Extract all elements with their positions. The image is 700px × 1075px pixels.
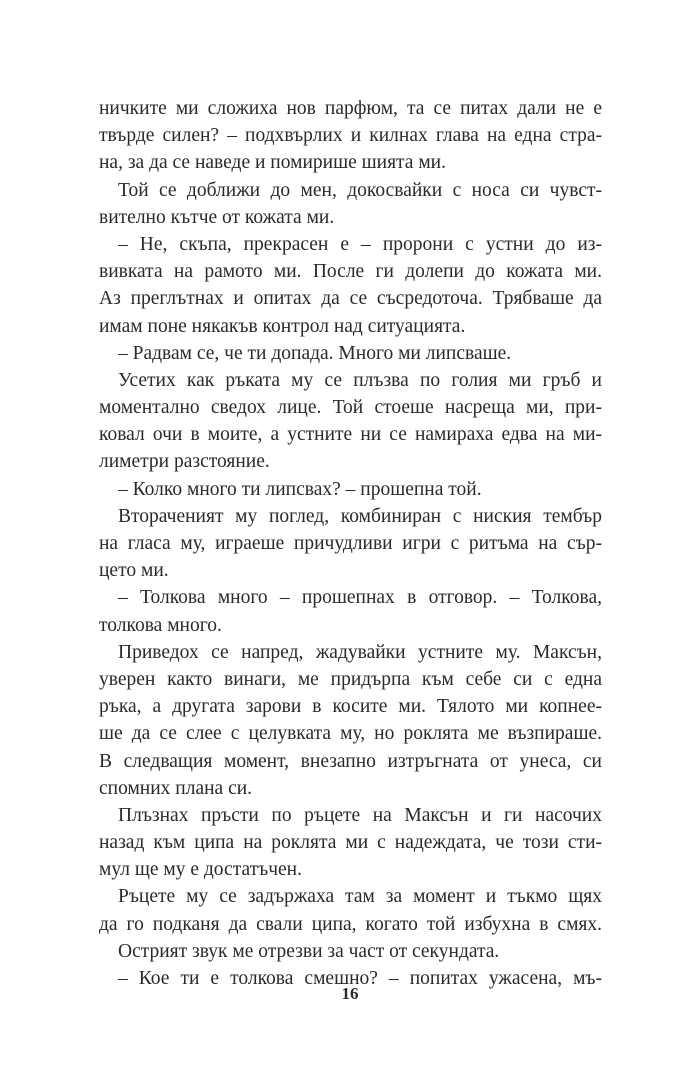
- text-line: Острият звук ме отрезви за част от секундата.: [118, 940, 500, 962]
- text-line: Плъзнах пръсти по ръцете на Максън и ги насочих: [118, 804, 602, 826]
- text-line: вително кътче от кожата ми.: [99, 206, 335, 228]
- text-line: – Радвам се, че ти допада. Много ми липсваше.: [118, 342, 512, 364]
- text-line: ковал очи в моите, а устните ни се намираха едва на ми-: [99, 424, 602, 446]
- text-line: Аз преглътнах и опитах да се съсредоточа. Трябваше да: [99, 288, 602, 310]
- text-line: ничките ми сложиха нов парфюм, та се питах дали не е: [99, 98, 602, 119]
- text-line: – Толкова много – прошепнах в отговор. – Толкова,: [118, 587, 602, 609]
- text-line: лиметри разстояние.: [99, 451, 270, 473]
- text-line: мул ще му е достатъчен.: [99, 859, 302, 881]
- text-line: Приведох се напред, жадувайки устните му. Максън,: [118, 641, 602, 663]
- text-line: имам поне някакъв контрол над ситуацията.: [99, 315, 466, 337]
- text-line: на гласа му, играеше причудливи игри с ритъма на сър-: [99, 533, 602, 554]
- text-line: толкова много.: [99, 614, 222, 636]
- text-line: цето ми.: [99, 560, 169, 582]
- text-line: – Не, скъпа, прекрасен е – пророни с устни до из-: [118, 233, 602, 255]
- text-line: вивката на рамото ми. После ги долепи до кожата ми.: [99, 261, 602, 283]
- text-line: да го подканя да свали ципа, когато той избухна в смях.: [99, 913, 602, 935]
- page-text-block: [99, 95, 602, 992]
- text-line: В следващия момент, внезапно изтръгната от унеса, си: [99, 750, 602, 772]
- page-number: 16: [341, 984, 359, 1003]
- text-line: Усетих как ръката му се плъзва по голия ми гръб и: [118, 369, 602, 391]
- text-line: Вторачeният му поглед, комбиниран с ниския тембър: [118, 505, 602, 527]
- text-line: твърде силен? – подхвърлих и килнах глава на една стра-: [99, 125, 602, 147]
- text-line: ръка, а другата зарови в косите ми. Тялото ми копнее-: [99, 696, 602, 718]
- text-line: ше да се слее с целувката му, но роклята ме възпираше.: [99, 723, 602, 745]
- text-line: – Колко много ти липсвах? – прошепна той.: [118, 478, 482, 500]
- text-line: – Кое ти е толкова смешно? – попитах ужасена, мъ-: [118, 968, 602, 989]
- text-line: на, за да се наведе и помирише шията ми.: [99, 152, 446, 174]
- text-line: назад към ципа на роклята ми с надеждата, че този сти-: [99, 832, 602, 854]
- text-line: Ръцете му се задържаха там за момент и тъкмо щях: [118, 886, 602, 908]
- text-line: Той се доближи до мен, докосвайки с носа си чувст-: [118, 179, 602, 201]
- text-line: уверен както винаги, ме придърпа към себе си с една: [99, 668, 602, 690]
- text-line: моментално сведох лице. Той стоеше насреща ми, при-: [99, 397, 602, 419]
- text-line: спомних плана си.: [99, 777, 253, 799]
